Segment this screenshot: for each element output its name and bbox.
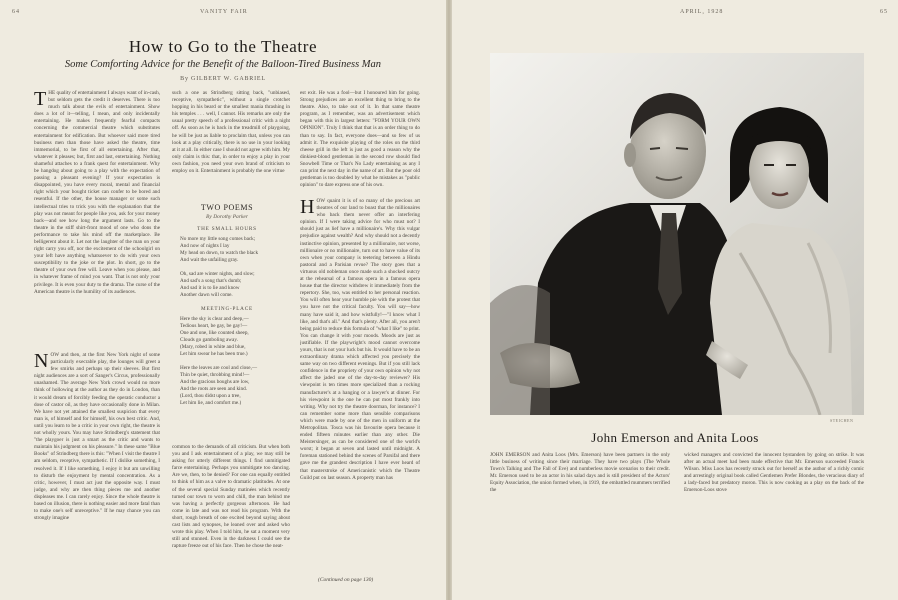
poem-line — [172, 358, 282, 365]
photo-credit: STEICHEN — [830, 418, 854, 423]
poem-line: Here the sky is clear and deep,— — [180, 316, 249, 322]
poem-section-1 — [172, 236, 282, 299]
column-1 — [34, 90, 160, 346]
poem-line: No more my little song comes back; — [180, 236, 256, 242]
continued-line: (Continued on page 130) — [318, 577, 374, 583]
drop-cap: N — [34, 352, 49, 372]
column-2-text: such a one as Strindberg sitting back, "unbiased, receptive, sympathetic", without a single crotchet hopping in his beard or the smallest mania thrashing in his temples . . . well, I cannot. His remarks are only the usual pretty speech of a professional critic with a night off. As soon as he is back in the treadmill of playgoing, he will be just as liable to proclaim that, unless you can look at a play critically, there is no use in your looking at it at all. In either case I should not agree with him. My only claim is this: that, in order to enjoy a play in your own fashion, you need your own brand of criticism to employ on it. Entertainment is probably the one virtue — [172, 90, 290, 175]
poem-line: Here the leaves are cool and close,— — [180, 365, 258, 371]
drop-cap: T — [34, 90, 47, 110]
column-2-part-2 — [172, 444, 290, 594]
poem-line: (Mary, robed in white and blue, — [180, 344, 246, 350]
poem-line: And sad's a song that's dumb; — [180, 278, 242, 284]
poem-section-title: THE SMALL HOURS — [197, 226, 257, 232]
poem-line: And wait the unfailing gray. — [180, 257, 239, 263]
caption-title: John Emerson and Anita Loos — [591, 430, 759, 445]
poem-line — [172, 264, 282, 271]
column-2 — [172, 90, 290, 194]
folio-number: 64 — [12, 9, 20, 15]
left-page — [0, 0, 446, 600]
poem-line: Oh, sad are winter nights, and slow; — [180, 271, 255, 277]
poem-author: By Dorothy Parker — [206, 214, 248, 220]
poem-box — [172, 203, 282, 438]
poem-line: Thin be quiet, throbbing mind!— — [180, 372, 250, 378]
column-3 — [300, 90, 420, 194]
portrait-photo — [490, 53, 864, 415]
portrait-illustration — [490, 53, 864, 415]
poem-line: And sad it is to lie and know — [180, 285, 240, 291]
poem-line: And now of nights I lay — [180, 243, 230, 249]
column-1-part-2 — [34, 352, 160, 594]
poem-line: And the gracious boughs are low, — [180, 379, 250, 385]
poem-line: Let him lie, and comfort me.) — [180, 400, 242, 406]
folio-number: 65 — [880, 9, 888, 15]
caption-column-1: JOHN EMERSON and Anita Loos (Mrs. Emerson) have been partners in the only little business of writing since their marriage. They have two plays (The Whole Town's Talking and The Fall of Eve) and numberless movie scenarios to their credit. Mr. Emerson used to be an actor in his salad days and is still president of the Actors' Equity Association, the union formed when, in 1919, the embattled mummers terrified the — [490, 452, 670, 493]
drop-cap: H — [300, 198, 315, 218]
caption-column-2: wicked managers and convicted the innocent bystanders by going on strike. It was after an actual meet had been made effective that Mr. Emerson succeeded Francis Wilson. Miss Loos has recently struck out for herself as the author of a richly comic and arrestingly original book called Gentlemen Prefer Blondes, the veracious diary of a lady-faced but predatory moron. This is now cooking as a play on the back of the Emerson-Loos stove — [684, 452, 864, 493]
column-1-text: HE quality of entertainment I always want of in-cash, but seldom gets the credit it deserves. There is too much talk about the evils of entertainment. Show does a lot of it—telling, I mean, and only incidentally entertaining. He makes frequently fearful compacts concerning the commercial theatre which substitutes entertainment for edification. But whoever said more tired business men than those have asked the theatre, time immemorial, to be first of all entertaining. After that, whatever it pleases; but, first and last, entertaining. Nothing shameful attaches to a frank quest for entertainment. Why be hangdog about going to a play with the expectation of passing a pleasant evening? If your expectation is disappointed, you have every moral, mental and financial right which your bought ticket can confer to be bored and resentful. If the other, the house manager or some such intellectual tries to trick you with the explanation that the play was not meant for people like you, ask for your money back—and see how long the argument lasts. Go to the theatre in the stiff shirt-front mood of one who dons the performance to take his mind off the marketplace. Be belligerent about it. Let not the laughter of the man on your right carry you off, nor the excitement of the schoolgirl on your left have anything whatsoever to do with your own susceptibility to the joke or the plot. In short, go to the theatre of your own free will. Leave when you please, and in whatever frame of mind you want. That is not only your privilege. It is even your duty to the drama. The curse of the American theatre is the humility of its audiences. — [34, 90, 160, 295]
poem-section-title: MEETING-PLACE — [201, 306, 253, 312]
poem-line: Clouds go gamboling away. — [180, 337, 238, 343]
folio-date: APRIL, 1928 — [680, 9, 724, 15]
column-3-part-2 — [300, 198, 420, 574]
byline: By GILBERT W. GABRIEL — [180, 76, 266, 82]
poem-line: (Lord, thou didst upon a tree, — [180, 393, 241, 399]
poem-line: Let him swear he has been true.) — [180, 351, 248, 357]
poem-title: TWO POEMS — [200, 203, 254, 212]
poem-line: One and one, like counted sheep, — [180, 330, 249, 336]
column-1b-text: OW and then, at the first New York night of some particularly execrable play, the lounges will greet a few smirks and perhaps up their sleeves. But first night audiences are a sort of Sanger's Circus, professionally unashamed. The average New York crowd would no more think of hollowing at the author as they do in London, than it would dream of forcibly feeding the operatic conductor a dose of castor oil, as they have occasionally done in Milan. We have not yet attained the smallest suspicion that every man is, of himself and for himself, his own best critic. And, until you learn to be a critic in your own right, the theatre is not wholly yours. You may have Strindberg's statement that "the playgoer is just a smart as the critic and wants to maintain his judgment on his pleasure." In these same "Blue Books" of Strindberg there is this: "When I visit the theatre I am seldom, receptive, sympathetic. If I dislike something, I resolved it. If I like something, I enjoy it but am unwilling to disturb the enjoyment by mental concentration. As a critic, however, I must act just the opposite way. I must judge, and why are then thing pieces me and another displeases me. I can rarely enjoy. Since the whole theatre is based on illusion, there is nothing easier and more fatal than to make one's self unreceptive." If he may chance you can strongly imagine — [34, 352, 160, 522]
poem-section-2 — [172, 316, 282, 407]
column-3b-text: OW quaint it is of so many of the precious art theatres of our land to boast that the millionaires who back them never offer an interfering opinion. If I were taking advice for who must not? I should just as lief have a millionaire's. Why this vulgar prejudice against wealth? And why should not a decently instinctive opinion, presented by a millionaire, not worse, millionaire or no millionaire, turn out to have value of its own when your company is teetering between a Hindu pastoral and a Parisian revue? The story goes that a virtuous old nobleman once made such a shocked outcry at the rehearsal of a famous opera in a famous opera house that the director withdrew it immediately from the repertory. She, too, was entitled to her personal reaction. You will often hear your humble pie with the protest that you have not the critical faculty. You will say—how many have said it, and how wistfully!—"I know what I like, and that's all." And that's plenty. After all, you aren't being paid to reduce this formula of "what I like" to print. You can change it with your moods. Moods are just as justifiable. If the playwright's mood cannot overcome yours, that is not your luck but his. It would have to be an extraordinary drama which affected you precisely the same way on two different evenings. But if you still lack confidence in the propriety of your own opinion why not affect the jaded one of the day-to-day reviewer? His viewpoint is ten times more specialized than a rocking manufacturer's at a hanging or a lawyer's at dinner. For his viewpoint is the one he can put most frankly into writing. Why not try the theatre doorman, for instance? I can remember some more than sensible comparisons which were made by one of the men in uniform at the Metropolitan. Tosca was his favourite opera because it ended fifteen minutes earlier than any other. Die Meistersinger, as can be considered one of the world's worst; it began at seven and lasted until midnight. A foreman stationed behind the scenes of Parsifal and there gave me the grandest description I have ever heard of that masterstroke of Americanistic which the Theatre Guild put on last season. A property man has — [300, 198, 420, 481]
article-title: How to Go to the Theatre — [128, 37, 318, 56]
poem-line: And the roots are seen and kind. — [180, 386, 247, 392]
folio-magazine: VANITY FAIR — [200, 9, 248, 15]
poem-line: Another dawn will come. — [180, 292, 233, 298]
poem-line: Tedious heart, be gay, be gay!— — [180, 323, 248, 329]
poem-line: My head on down, to watch the black — [180, 250, 259, 256]
column-3-text: est exit. He was a fool—but I honoured him for going. Strong prejudices are an excellent thing to bring to the theatre. Also, to take out of it. In that same theatre program, as I remember, was an advertisement which began with this in largest letters: "FORM YOUR OWN OPINION". Truly I think that that is an order thing to do than to say. In fact, everyone does—and so few of us admit it. The exquisite playing of the roles on the third cheese grill in the left is just as good a reason why the dinkiest-blond gentleman in the second row should find Snowbell Time or That's No Lady entertaining as any I can print the next day in the name of art. But the poor old gentleman is too doubled by what he mistakes as "public opinion" to dare express one of his own. — [300, 90, 420, 189]
article-subtitle: Some Comforting Advice for the Benefit of the Balloon-Tired Business Man — [64, 59, 382, 70]
column-2b-text: common to the demands of all criticism. But when both you and I ask entertainment of a play, we may still be asking for utterly different things. I find unmitigated farce entertaining. Perhaps you unmitigate too dancing. Are we, then, to be denied? For one can equally entitled to think of him as a valve to dramatic platitudes. At one of the several special Sunday matinées which recently turned our town to worn and chill, the man behind me was having a perfectly gorgeous afternoon. He had come in late and was not read his program. With the short, rough breath of one excited beyond saying about cast lists and synopses, he leaned over and asked who wrote this play. When I told him, he sat a moment very still and stunned. Even in the darkness I could see the rapture freeze out of his face. Then he chose the neat- — [172, 444, 290, 550]
